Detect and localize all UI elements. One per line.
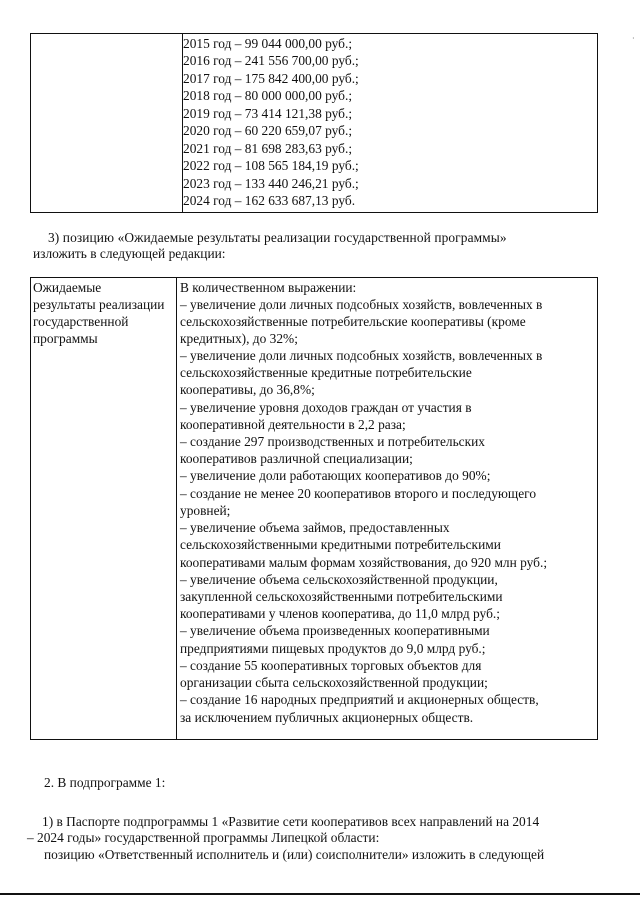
results-line: закупленной сельскохозяйственными потребительскими	[180, 589, 503, 604]
results-line: – увеличение объема произведенных кооперативными	[180, 623, 490, 638]
margin-mark: ·	[632, 34, 635, 43]
funding-year-line: 2017 год – 175 842 400,00 руб.;	[183, 71, 359, 86]
funding-year-line: 2024 год – 162 633 687,13 руб.	[183, 193, 356, 208]
page-bottom-rule	[0, 893, 640, 895]
results-line: – создание 297 производственных и потребительских	[180, 434, 485, 449]
results-line: сельскохозяйственные потребительские кооперативы (кроме	[180, 314, 526, 329]
item3-line1: 3) позицию «Ожидаемые результаты реализации государственной программы»	[48, 230, 507, 245]
results-line: кооперативами у членов кооператива, до 11,0 млрд руб.;	[180, 606, 500, 621]
funding-year-line: 2019 год – 73 414 121,38 руб.;	[183, 106, 353, 121]
results-line: уровней;	[180, 503, 231, 518]
results-line: – увеличение доли личных подсобных хозяйств, вовлеченных в	[180, 348, 543, 363]
results-line: кооперативной деятельности в 2,2 раза;	[180, 417, 406, 432]
results-label-line: Ожидаемые	[33, 280, 102, 295]
results-line: за исключением публичных акционерных обществ.	[180, 710, 474, 725]
funding-year-line: 2018 год – 80 000 000,00 руб.;	[183, 88, 353, 103]
funding-year-line: 2020 год – 60 220 659,07 руб.;	[183, 123, 353, 138]
section2-heading: 2. В подпрограмме 1:	[44, 775, 166, 790]
results-line: – увеличение доли личных подсобных хозяйств, вовлеченных в	[180, 297, 543, 312]
results-line: кооперативами малым формам хозяйствования, до 920 млн руб.;	[180, 555, 548, 570]
results-line: предприятиями пищевых продуктов до 9,0 млрд руб.;	[180, 641, 486, 656]
item3-line2: изложить в следующей редакции:	[33, 246, 226, 261]
funding-year-line: 2015 год – 99 044 000,00 руб.;	[183, 36, 353, 51]
results-line: – увеличение доли работающих кооперативов до 90%;	[180, 468, 491, 483]
results-label-line: программы	[33, 331, 98, 346]
results-line: В количественном выражении:	[180, 280, 357, 295]
item1-line2: – 2024 годы» государственной программы Липецкой области:	[27, 830, 380, 845]
results-line: – создание 16 народных предприятий и акционерных обществ,	[180, 692, 539, 707]
results-line: – увеличение объема сельскохозяйственной продукции,	[180, 572, 498, 587]
results-line: организации сбыта сельскохозяйственной продукции;	[180, 675, 488, 690]
results-label-line: государственной	[33, 314, 129, 329]
funding-year-line: 2021 год – 81 698 283,63 руб.;	[183, 141, 353, 156]
funding-year-line: 2023 год – 133 440 246,21 руб.;	[183, 176, 359, 191]
results-label-line: результаты реализации	[33, 297, 165, 312]
results-line: кооперативы, до 36,8%;	[180, 382, 315, 397]
item1-line3: позицию «Ответственный исполнитель и (или) соисполнители» изложить в следующей	[44, 847, 545, 862]
results-line: кооперативов различной специализации;	[180, 451, 413, 466]
results-line: – создание 55 кооперативных торговых объектов для	[180, 658, 482, 673]
results-line: сельскохозяйственными кредитными потребительскими	[180, 537, 501, 552]
item1-line1: 1) в Паспорте подпрограммы 1 «Развитие сети кооперативов всех направлений на 2014	[42, 814, 540, 829]
results-table-divider	[176, 278, 177, 739]
results-line: – создание не менее 20 кооперативов второго и последующего	[180, 486, 537, 501]
results-line: сельскохозяйственные кредитные потребительские	[180, 365, 472, 380]
results-line: – увеличение уровня доходов граждан от участия в	[180, 400, 472, 415]
funding-year-line: 2016 год – 241 556 700,00 руб.;	[183, 53, 359, 68]
results-line: – увеличение объема займов, предоставленных	[180, 520, 450, 535]
funding-year-line: 2022 год – 108 565 184,19 руб.;	[183, 158, 359, 173]
results-line: кредитных), до 32%;	[180, 331, 298, 346]
